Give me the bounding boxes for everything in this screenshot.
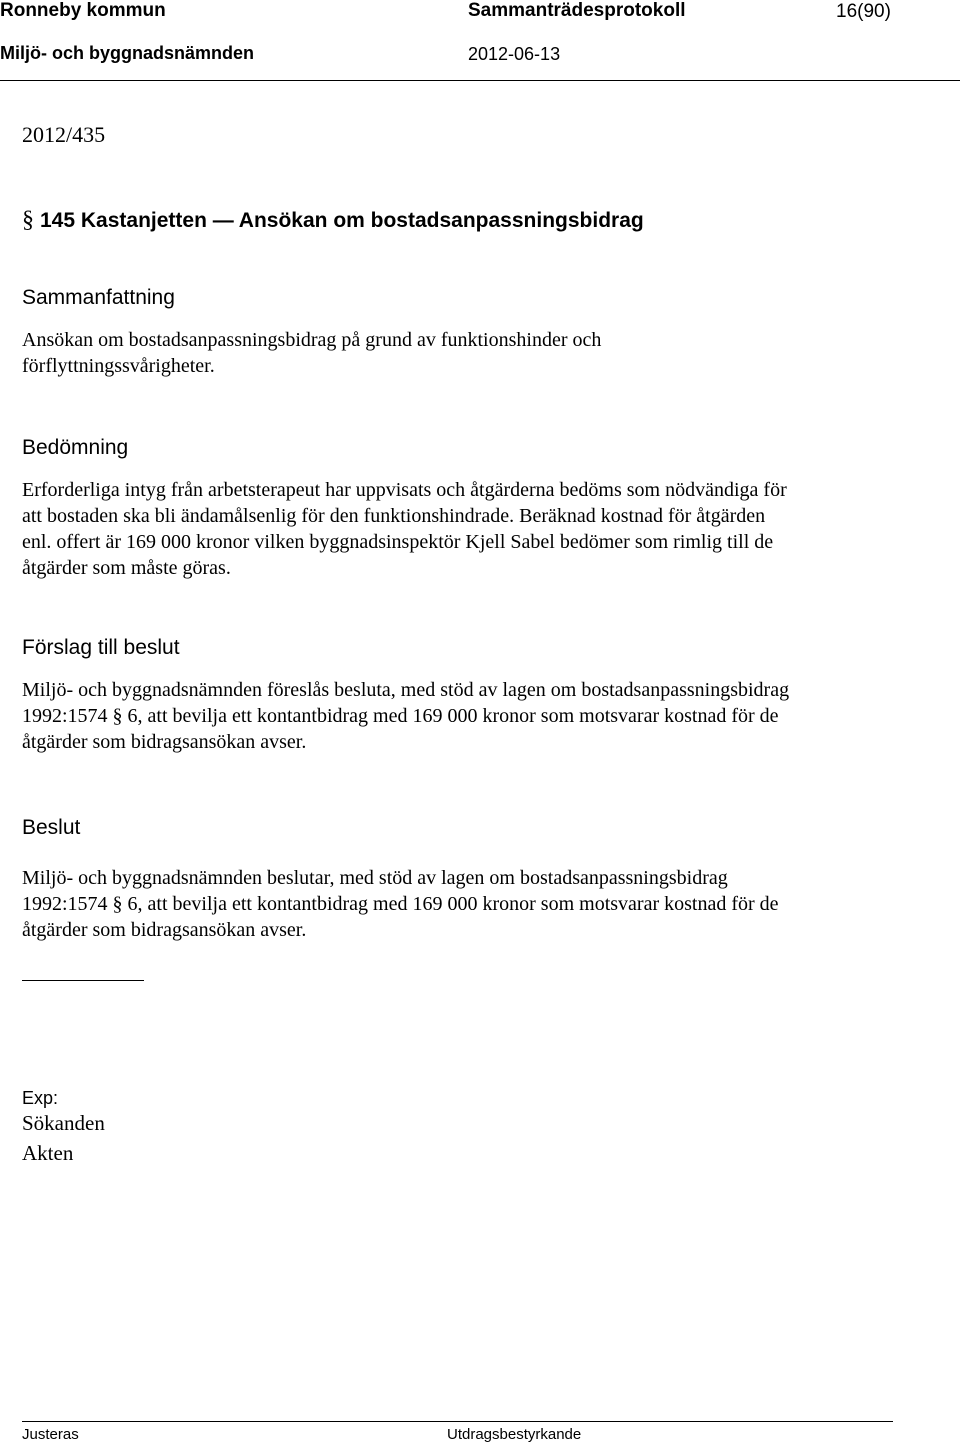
assessment-heading: Bedömning (22, 436, 129, 459)
decision-body (22, 865, 922, 943)
header-rule (0, 80, 960, 81)
decision-line: 1992:1574 § 6, att bevilja ett kontantbidrag med 169 000 kronor som motsvarar kostnad för de (22, 893, 779, 915)
assessment-line: Erforderliga intyg från arbetsterapeut har uppvisats och åtgärderna bedöms som nödvändiga för (22, 479, 787, 501)
decision-line: åtgärder som bidragsansökan avser. (22, 919, 307, 941)
committee-name: Miljö- och byggnadsnämnden (0, 43, 255, 63)
signature-line (22, 980, 144, 981)
summary-body (22, 327, 922, 379)
page-number: 16(90) (836, 1, 891, 22)
paragraph-title (22, 207, 644, 234)
recipient-item: Akten (22, 1141, 74, 1165)
case-number: 2012/435 (22, 122, 106, 147)
meeting-date: 2012-06-13 (468, 44, 561, 64)
summary-line: förflyttningssvårigheter. (22, 355, 215, 377)
assessment-line: att bostaden ska bli ändamålsenlig för den funktionshindrade. Beräknad kostnad för åtgärden (22, 505, 766, 527)
footer-adjusted-label: Justeras (22, 1426, 79, 1443)
distribution-label: Exp: (22, 1088, 59, 1108)
assessment-line: enl. offert är 169 000 kronor vilken byggnadsinspektör Kjell Sabel bedömer som rimlig till de (22, 531, 774, 553)
proposal-body (22, 677, 922, 755)
summary-line: Ansökan om bostadsanpassningsbidrag på grund av funktionshinder och (22, 329, 602, 351)
proposal-line: 1992:1574 § 6, att bevilja ett kontantbidrag med 169 000 kronor som motsvarar kostnad för de (22, 705, 779, 727)
recipient-item: Sökanden (22, 1111, 105, 1135)
org-name: Ronneby kommun (0, 0, 166, 21)
document-type: Sammanträdesprotokoll (468, 0, 686, 21)
title-text: 145 Kastanjetten — Ansökan om bostadsanpassningsbidrag (40, 209, 644, 232)
proposal-line: åtgärder som bidragsansökan avser. (22, 731, 307, 753)
section-symbol: § (22, 207, 34, 233)
decision-line: Miljö- och byggnadsnämnden beslutar, med stöd av lagen om bostadsanpassningsbidrag (22, 867, 728, 889)
footer-rule (22, 1421, 893, 1422)
footer-certified-label: Utdragsbestyrkande (447, 1426, 582, 1443)
assessment-line: åtgärder som måste göras. (22, 557, 231, 579)
assessment-body (22, 477, 922, 581)
proposal-heading: Förslag till beslut (22, 636, 180, 659)
proposal-line: Miljö- och byggnadsnämnden föreslås besluta, med stöd av lagen om bostadsanpassningsbidrag (22, 679, 790, 701)
summary-heading: Sammanfattning (22, 286, 175, 309)
decision-heading: Beslut (22, 816, 81, 839)
